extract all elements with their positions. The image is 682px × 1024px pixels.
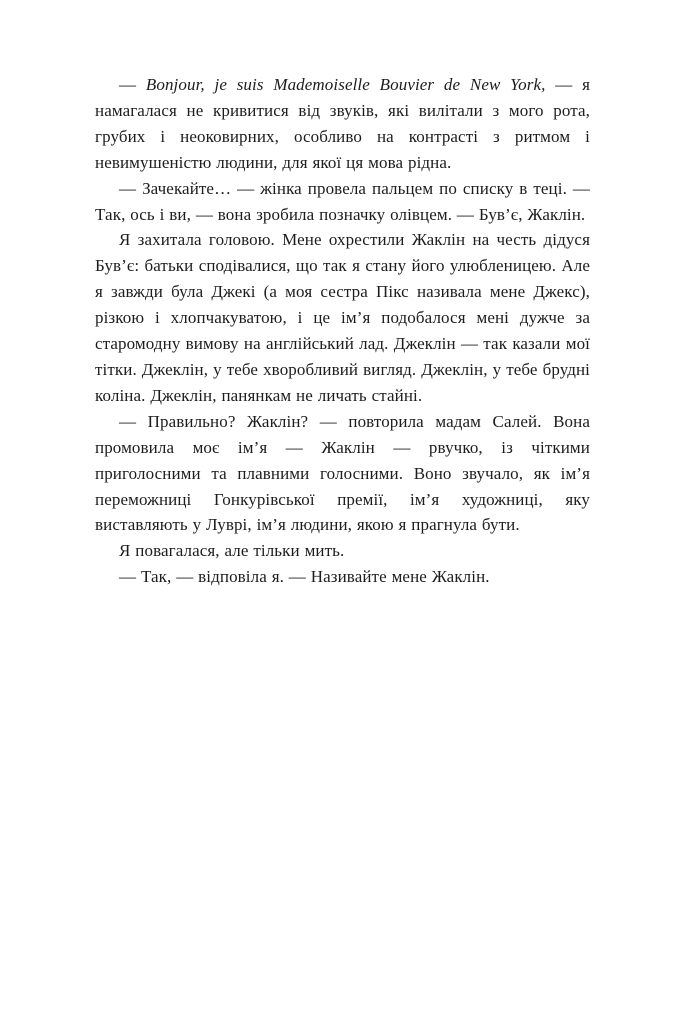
text-segment: Я захитала головою. Мене охрестили Жаклін на честь дідуся Був’є: батьки сподівалися, що так я стану його улюбленицею. Але я завжди була Джекі (а моя сестра Пікс називала мене Джекс), різкою і хлопчакуватою, і це ім’я подобалося мені дужче за старомодну вимову на англійський лад. Джеклін — так казали мої тітки. Джеклін, у тебе хворобливий вигляд. Джеклін, у тебе брудні коліна. Джеклін, панянкам не личать стайні. bbox=[95, 230, 590, 405]
text-segment: — bbox=[119, 75, 146, 94]
paragraph-6 bbox=[95, 564, 590, 590]
paragraph-4 bbox=[95, 409, 590, 539]
paragraph-2 bbox=[95, 176, 590, 228]
paragraph-3 bbox=[95, 227, 590, 408]
text-segment: — Зачекайте… — жінка провела пальцем по списку в теці. — Так, ось і ви, — вона зробила позначку олівцем. — Був’є, Жаклін. bbox=[95, 178, 590, 224]
text-segment: Bonjour, je suis Mademoiselle Bouvier de New York, bbox=[145, 75, 546, 94]
text-segment: Я повагалася, але тільки мить. bbox=[119, 541, 345, 561]
text-segment: — Правильно? Жаклін? — повторила мадам Салей. Вона промовила моє ім’я — Жаклін — рвучко, із чіткими приголосними та плавними голосними. Воно звучало, як ім’я переможниці Гонкурівської премії, ім’я художниці, яку виставляють у Луврі, ім’я людини, якою я прагнула бути. bbox=[95, 411, 590, 535]
text-segment: — я намагалася не кривитися від звуків, які вилітали з мого рота, грубих і неоковирних, особливо на контрасті з ритмом і невимушеністю людини, для якої ця мова рідна. bbox=[95, 75, 590, 172]
paragraph-1 bbox=[95, 72, 590, 176]
paragraph-5 bbox=[95, 538, 590, 564]
text-segment: — Так, — відповіла я. — Називайте мене Жаклін. bbox=[119, 567, 490, 587]
text-block bbox=[95, 72, 590, 590]
